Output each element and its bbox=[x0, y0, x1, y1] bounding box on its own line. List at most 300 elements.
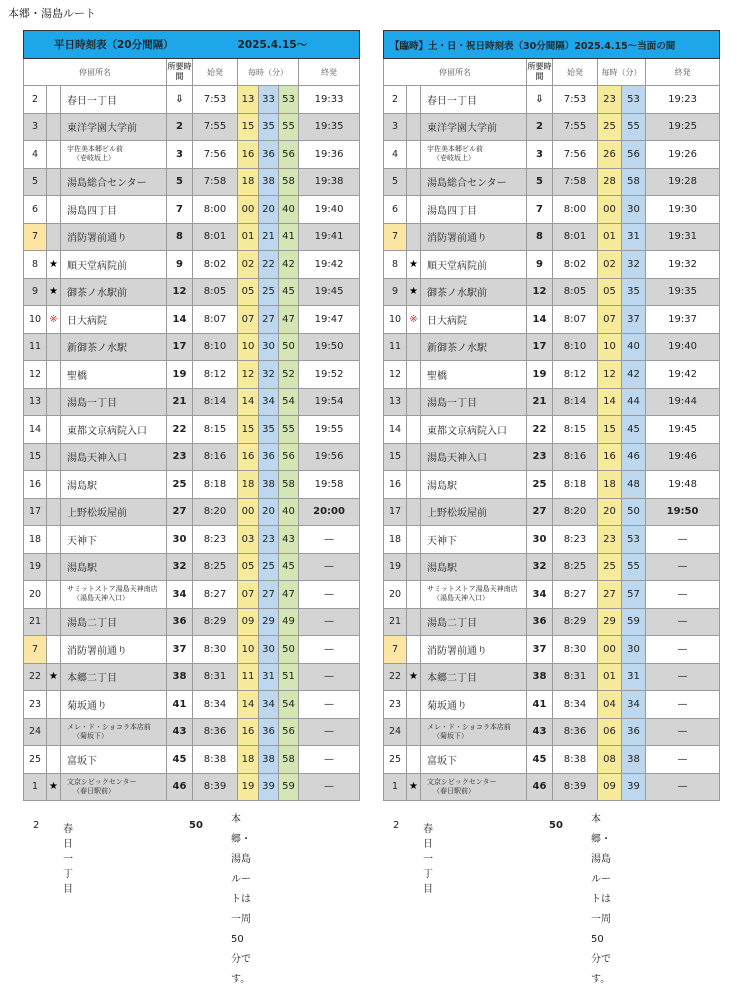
stop-name-main: メレ・ド・ショコラ本店前 bbox=[427, 722, 511, 731]
stop-name-main: 順天堂病院前 bbox=[67, 260, 127, 272]
required-minutes: 8 bbox=[167, 223, 193, 251]
minute-cell: 38 bbox=[259, 471, 279, 499]
stop-number: 14 bbox=[24, 416, 47, 444]
each-hour-header: 毎時（分） bbox=[238, 59, 299, 86]
required-minutes: 21 bbox=[527, 388, 553, 416]
stop-number: 19 bbox=[384, 553, 407, 581]
minute-cell: 32 bbox=[622, 251, 646, 279]
stop-number: 8 bbox=[384, 251, 407, 279]
last-header: 終発 bbox=[299, 59, 360, 86]
minute-cell: 37 bbox=[622, 306, 646, 334]
stop-mark-symbol: ★ bbox=[49, 258, 58, 270]
minute-cell: 45 bbox=[279, 553, 299, 581]
stop-mark bbox=[47, 691, 61, 719]
stop-number: 22 bbox=[384, 663, 407, 691]
last-departure: — bbox=[299, 526, 360, 554]
minute-cell: 55 bbox=[279, 416, 299, 444]
required-minutes: 45 bbox=[527, 746, 553, 774]
last-departure: — bbox=[299, 773, 360, 801]
required-minutes: 3 bbox=[167, 141, 193, 169]
minute-cell: 20 bbox=[259, 196, 279, 224]
last-departure: — bbox=[646, 581, 720, 609]
stop-mark bbox=[47, 416, 61, 444]
last-departure: — bbox=[299, 636, 360, 664]
required-minutes: 25 bbox=[167, 471, 193, 499]
required-minutes: 22 bbox=[527, 416, 553, 444]
minute-cell: 59 bbox=[279, 773, 299, 801]
stop-number: 12 bbox=[24, 361, 47, 389]
first-departure: 8:16 bbox=[193, 443, 238, 471]
stop-number: 18 bbox=[24, 526, 47, 554]
stop-mark bbox=[407, 196, 421, 224]
last-departure: 19:30 bbox=[646, 196, 720, 224]
stop-mark bbox=[47, 86, 61, 114]
stop-mark-symbol: ★ bbox=[409, 258, 418, 270]
holiday-title: 【臨時】土・日・祝日時刻表（30分間隔）2025.4.15～当面の間 bbox=[390, 40, 676, 52]
required-minutes: 2 bbox=[167, 113, 193, 141]
required-minutes: 37 bbox=[527, 636, 553, 664]
first-departure: 7:55 bbox=[193, 113, 238, 141]
first-departure: 7:53 bbox=[193, 86, 238, 114]
stop-name-sub: （菊坂下） bbox=[73, 731, 108, 740]
stop-name-main: 湯島天神入口 bbox=[427, 453, 487, 465]
timetable-row bbox=[24, 361, 360, 389]
required-minutes: 41 bbox=[527, 691, 553, 719]
last-departure: 19:28 bbox=[646, 168, 720, 196]
first-departure: 8:39 bbox=[553, 773, 598, 801]
last-departure: 19:33 bbox=[299, 86, 360, 114]
first-departure: 8:15 bbox=[193, 416, 238, 444]
stop-name bbox=[61, 196, 167, 224]
minute-cell: 16 bbox=[598, 443, 622, 471]
last-departure: 19:31 bbox=[646, 223, 720, 251]
timetable-row bbox=[384, 636, 720, 664]
stop-name-main: サミットストア湯島天神南店 bbox=[67, 585, 158, 594]
minute-cell: 07 bbox=[238, 306, 259, 334]
stop-name bbox=[61, 86, 167, 114]
stop-name bbox=[61, 691, 167, 719]
first-departure: 8:14 bbox=[193, 388, 238, 416]
stop-number: 17 bbox=[384, 498, 407, 526]
stop-name-main: 東都文京病院入口 bbox=[427, 425, 507, 437]
stop-name-main: 天神下 bbox=[427, 535, 457, 547]
first-departure: 8:12 bbox=[193, 361, 238, 389]
last-departure: — bbox=[646, 526, 720, 554]
minute-cell: 13 bbox=[238, 86, 259, 114]
first-departure: 8:25 bbox=[193, 553, 238, 581]
minute-cell: 14 bbox=[238, 691, 259, 719]
minute-cell: 38 bbox=[622, 746, 646, 774]
first-header: 始発 bbox=[193, 59, 238, 86]
stop-header: 停留所名 bbox=[384, 59, 527, 86]
last-departure: — bbox=[299, 608, 360, 636]
stop-name bbox=[61, 608, 167, 636]
timetable-row bbox=[384, 443, 720, 471]
minute-cell: 26 bbox=[598, 141, 622, 169]
minute-cell: 47 bbox=[279, 306, 299, 334]
last-departure: 19:41 bbox=[299, 223, 360, 251]
stop-number: 16 bbox=[384, 471, 407, 499]
first-departure: 8:14 bbox=[553, 388, 598, 416]
minute-cell: 36 bbox=[622, 718, 646, 746]
required-minutes: 41 bbox=[167, 691, 193, 719]
minute-cell: 01 bbox=[598, 223, 622, 251]
timetable-row bbox=[384, 86, 720, 114]
last-departure: 19:40 bbox=[299, 196, 360, 224]
minute-cell: 30 bbox=[622, 636, 646, 664]
last-departure: 19:45 bbox=[299, 278, 360, 306]
stop-name-main: 聖橋 bbox=[427, 370, 447, 382]
minute-cell: 10 bbox=[598, 333, 622, 361]
last-departure: — bbox=[646, 553, 720, 581]
stop-mark bbox=[47, 608, 61, 636]
minute-cell: 00 bbox=[238, 196, 259, 224]
minute-cell: 56 bbox=[622, 141, 646, 169]
timetable-row bbox=[24, 113, 360, 141]
stop-mark bbox=[407, 443, 421, 471]
stop-number: 19 bbox=[24, 553, 47, 581]
stop-name-main: 春日一丁目 bbox=[427, 95, 477, 107]
stop-mark bbox=[407, 168, 421, 196]
timetable-row bbox=[384, 361, 720, 389]
stop-number: 7 bbox=[384, 636, 407, 664]
minute-cell: 31 bbox=[622, 663, 646, 691]
stop-number: 14 bbox=[384, 416, 407, 444]
required-minutes: 36 bbox=[527, 608, 553, 636]
stop-name bbox=[61, 168, 167, 196]
timetable-row bbox=[24, 471, 360, 499]
stop-number: 4 bbox=[24, 141, 47, 169]
stop-name-main: 湯島駅 bbox=[67, 563, 97, 575]
stop-number: 17 bbox=[24, 498, 47, 526]
first-departure: 8:01 bbox=[553, 223, 598, 251]
stop-name bbox=[421, 526, 527, 554]
first-departure: 8:05 bbox=[193, 278, 238, 306]
stop-number: 2 bbox=[384, 86, 407, 114]
footer-note-line2: 一周50分です。 bbox=[591, 914, 611, 985]
stop-mark bbox=[407, 278, 421, 306]
last-departure: 19:56 bbox=[299, 443, 360, 471]
minute-cell: 23 bbox=[259, 526, 279, 554]
minute-cell: 20 bbox=[598, 498, 622, 526]
first-departure: 7:56 bbox=[553, 141, 598, 169]
stop-name-main: 消防署前通り bbox=[427, 645, 487, 657]
stop-name-main: 消防署前通り bbox=[67, 645, 127, 657]
first-departure: 8:30 bbox=[553, 636, 598, 664]
minute-cell: 50 bbox=[279, 333, 299, 361]
stop-number: 24 bbox=[24, 718, 47, 746]
last-departure: 19:50 bbox=[299, 333, 360, 361]
last-departure: 19:38 bbox=[299, 168, 360, 196]
stop-mark bbox=[47, 498, 61, 526]
timetable-row bbox=[24, 278, 360, 306]
required-minutes: 46 bbox=[527, 773, 553, 801]
last-departure: 19:23 bbox=[646, 86, 720, 114]
minute-cell: 43 bbox=[279, 526, 299, 554]
timetable-row bbox=[24, 691, 360, 719]
stop-mark-symbol: ★ bbox=[409, 286, 418, 298]
required-minutes: 8 bbox=[527, 223, 553, 251]
stop-name bbox=[61, 223, 167, 251]
footer-note-line2: 一周50分です。 bbox=[231, 914, 251, 985]
stop-name-main: 文京シビックセンター bbox=[427, 777, 497, 786]
minute-cell: 54 bbox=[279, 691, 299, 719]
stop-name bbox=[421, 223, 527, 251]
stop-mark bbox=[407, 223, 421, 251]
minute-cell: 51 bbox=[279, 663, 299, 691]
minute-cell: 42 bbox=[279, 251, 299, 279]
last-departure: — bbox=[646, 746, 720, 774]
stop-name-sub: （壱岐坂上） bbox=[433, 154, 475, 163]
timetable-row bbox=[24, 553, 360, 581]
stop-mark bbox=[407, 526, 421, 554]
required-minutes: 46 bbox=[167, 773, 193, 801]
stop-mark bbox=[407, 141, 421, 169]
last-departure: — bbox=[299, 746, 360, 774]
minute-cell: 18 bbox=[238, 168, 259, 196]
last-departure: 20:00 bbox=[299, 498, 360, 526]
first-departure: 8:18 bbox=[553, 471, 598, 499]
first-departure: 8:23 bbox=[193, 526, 238, 554]
footer-stop-name: 春日一丁目 bbox=[423, 824, 433, 895]
stop-mark bbox=[47, 333, 61, 361]
stop-number: 20 bbox=[384, 581, 407, 609]
stop-mark-symbol: ※ bbox=[49, 313, 58, 325]
timetable-row bbox=[384, 471, 720, 499]
required-minutes: 3 bbox=[527, 141, 553, 169]
last-departure: 19:54 bbox=[299, 388, 360, 416]
last-departure: 19:45 bbox=[646, 416, 720, 444]
stop-name bbox=[61, 416, 167, 444]
required-time-header: 所要時間 bbox=[527, 59, 553, 86]
minute-cell: 25 bbox=[259, 553, 279, 581]
required-minutes: 32 bbox=[527, 553, 553, 581]
first-departure: 7:56 bbox=[193, 141, 238, 169]
required-minutes: 7 bbox=[527, 196, 553, 224]
minute-cell: 34 bbox=[622, 691, 646, 719]
minute-cell: 54 bbox=[279, 388, 299, 416]
stop-name bbox=[61, 113, 167, 141]
stop-mark-symbol: ★ bbox=[409, 781, 418, 793]
minute-cell: 18 bbox=[598, 471, 622, 499]
required-minutes: ⇩ bbox=[167, 86, 193, 114]
stop-name bbox=[421, 86, 527, 114]
stop-mark bbox=[407, 333, 421, 361]
stop-mark bbox=[47, 141, 61, 169]
last-departure: — bbox=[299, 691, 360, 719]
required-minutes: 9 bbox=[527, 251, 553, 279]
last-departure: 19:46 bbox=[646, 443, 720, 471]
required-minutes: 34 bbox=[527, 581, 553, 609]
minute-cell: 56 bbox=[279, 141, 299, 169]
first-departure: 8:25 bbox=[553, 553, 598, 581]
stop-number: 23 bbox=[384, 691, 407, 719]
required-minutes: 38 bbox=[167, 663, 193, 691]
stop-name bbox=[421, 168, 527, 196]
stop-number: 21 bbox=[24, 608, 47, 636]
timetable-row bbox=[24, 581, 360, 609]
required-minutes: ⇩ bbox=[527, 86, 553, 114]
first-departure: 8:38 bbox=[193, 746, 238, 774]
stop-name bbox=[61, 553, 167, 581]
minute-cell: 35 bbox=[622, 278, 646, 306]
required-minutes: 22 bbox=[167, 416, 193, 444]
stop-number: 11 bbox=[24, 333, 47, 361]
footer-note bbox=[591, 810, 611, 990]
timetable-row bbox=[384, 251, 720, 279]
timetable-row bbox=[384, 113, 720, 141]
minute-cell: 09 bbox=[598, 773, 622, 801]
minute-cell: 40 bbox=[622, 333, 646, 361]
minute-cell: 16 bbox=[238, 141, 259, 169]
first-departure: 8:34 bbox=[193, 691, 238, 719]
last-departure: 19:52 bbox=[299, 361, 360, 389]
first-departure: 8:00 bbox=[193, 196, 238, 224]
required-minutes: 32 bbox=[167, 553, 193, 581]
last-departure: 19:35 bbox=[646, 278, 720, 306]
stop-name-main: 富坂下 bbox=[427, 755, 457, 767]
stop-mark bbox=[47, 553, 61, 581]
stop-number: 2 bbox=[24, 86, 47, 114]
last-departure: — bbox=[299, 718, 360, 746]
stop-number: 11 bbox=[384, 333, 407, 361]
footer-loop-minutes: 50 bbox=[189, 820, 203, 831]
required-minutes: 23 bbox=[167, 443, 193, 471]
stop-number: 10 bbox=[384, 306, 407, 334]
stop-name bbox=[421, 251, 527, 279]
stop-name bbox=[421, 718, 527, 746]
stop-name bbox=[61, 773, 167, 801]
weekday-title: 平日時刻表（20分間隔） bbox=[54, 39, 174, 51]
route-title: 本郷・湯島ルート bbox=[8, 7, 96, 20]
minute-cell: 01 bbox=[598, 663, 622, 691]
stop-number: 18 bbox=[384, 526, 407, 554]
timetable-row bbox=[384, 278, 720, 306]
last-departure: 19:36 bbox=[299, 141, 360, 169]
minute-cell: 00 bbox=[238, 498, 259, 526]
stop-name-main: 消防署前通り bbox=[427, 233, 487, 245]
minute-cell: 58 bbox=[279, 471, 299, 499]
first-departure: 7:53 bbox=[553, 86, 598, 114]
required-minutes: 14 bbox=[527, 306, 553, 334]
stop-mark bbox=[47, 443, 61, 471]
timetable-row bbox=[24, 251, 360, 279]
stop-name-main: 菊坂通り bbox=[67, 700, 107, 712]
minute-cell: 29 bbox=[259, 608, 279, 636]
minute-cell: 58 bbox=[279, 746, 299, 774]
timetable-row bbox=[24, 416, 360, 444]
minute-cell: 23 bbox=[598, 86, 622, 114]
weekday-date: 2025.4.15～ bbox=[237, 39, 308, 51]
first-departure: 8:02 bbox=[193, 251, 238, 279]
timetable-row bbox=[384, 746, 720, 774]
stop-mark bbox=[407, 663, 421, 691]
stop-mark bbox=[407, 416, 421, 444]
last-departure: 19:40 bbox=[646, 333, 720, 361]
stop-mark bbox=[407, 746, 421, 774]
timetable-row bbox=[384, 526, 720, 554]
minute-cell: 53 bbox=[622, 526, 646, 554]
stop-mark bbox=[407, 251, 421, 279]
last-departure: — bbox=[646, 608, 720, 636]
minute-cell: 31 bbox=[622, 223, 646, 251]
stop-name bbox=[421, 113, 527, 141]
minute-cell: 25 bbox=[598, 553, 622, 581]
stop-mark bbox=[407, 553, 421, 581]
stop-name bbox=[61, 718, 167, 746]
minute-cell: 09 bbox=[238, 608, 259, 636]
stop-name bbox=[421, 278, 527, 306]
stop-name-main: 湯島一丁目 bbox=[67, 398, 117, 410]
footer-note-line1: 本郷・湯島ルートは bbox=[591, 814, 611, 905]
required-minutes: 14 bbox=[167, 306, 193, 334]
first-departure: 8:27 bbox=[193, 581, 238, 609]
minute-cell: 58 bbox=[622, 168, 646, 196]
stop-name-main: 消防署前通り bbox=[67, 233, 127, 245]
minute-cell: 32 bbox=[259, 361, 279, 389]
stop-number: 5 bbox=[24, 168, 47, 196]
required-minutes: 12 bbox=[527, 278, 553, 306]
stop-number: 24 bbox=[384, 718, 407, 746]
timetable-row bbox=[24, 333, 360, 361]
minute-cell: 45 bbox=[622, 416, 646, 444]
timetable-row bbox=[384, 663, 720, 691]
minute-cell: 02 bbox=[238, 251, 259, 279]
timetable-row bbox=[24, 526, 360, 554]
minute-cell: 36 bbox=[259, 718, 279, 746]
stop-name-main: 菊坂通り bbox=[427, 700, 467, 712]
first-departure: 8:23 bbox=[553, 526, 598, 554]
minute-cell: 04 bbox=[598, 691, 622, 719]
stop-name-sub: （湯島天神入口） bbox=[73, 594, 129, 603]
stop-mark bbox=[47, 168, 61, 196]
minute-cell: 27 bbox=[259, 581, 279, 609]
minute-cell: 40 bbox=[279, 498, 299, 526]
required-minutes: 7 bbox=[167, 196, 193, 224]
last-departure: 19:37 bbox=[646, 306, 720, 334]
first-departure: 7:55 bbox=[553, 113, 598, 141]
minute-cell: 15 bbox=[238, 113, 259, 141]
holiday-timetable bbox=[383, 30, 720, 801]
first-departure: 8:34 bbox=[553, 691, 598, 719]
minute-cell: 10 bbox=[238, 636, 259, 664]
timetable-row bbox=[24, 636, 360, 664]
stop-name-main: 東洋学園大学前 bbox=[427, 123, 497, 135]
stop-header: 停留所名 bbox=[24, 59, 167, 86]
minute-cell: 03 bbox=[238, 526, 259, 554]
minute-cell: 55 bbox=[622, 553, 646, 581]
stop-mark bbox=[47, 526, 61, 554]
stop-name bbox=[421, 663, 527, 691]
last-departure: — bbox=[646, 718, 720, 746]
minute-cell: 25 bbox=[598, 113, 622, 141]
timetable-row bbox=[384, 168, 720, 196]
first-departure: 8:31 bbox=[553, 663, 598, 691]
minute-cell: 29 bbox=[598, 608, 622, 636]
minute-cell: 45 bbox=[279, 278, 299, 306]
timetable-row bbox=[384, 306, 720, 334]
stop-mark bbox=[407, 306, 421, 334]
last-departure: 19:58 bbox=[299, 471, 360, 499]
stop-name bbox=[421, 333, 527, 361]
last-departure: — bbox=[646, 663, 720, 691]
stop-mark bbox=[407, 718, 421, 746]
stop-mark bbox=[47, 113, 61, 141]
stop-name-sub: （菊坂下） bbox=[433, 731, 468, 740]
minute-cell: 44 bbox=[622, 388, 646, 416]
required-minutes: 34 bbox=[167, 581, 193, 609]
first-departure: 8:10 bbox=[193, 333, 238, 361]
